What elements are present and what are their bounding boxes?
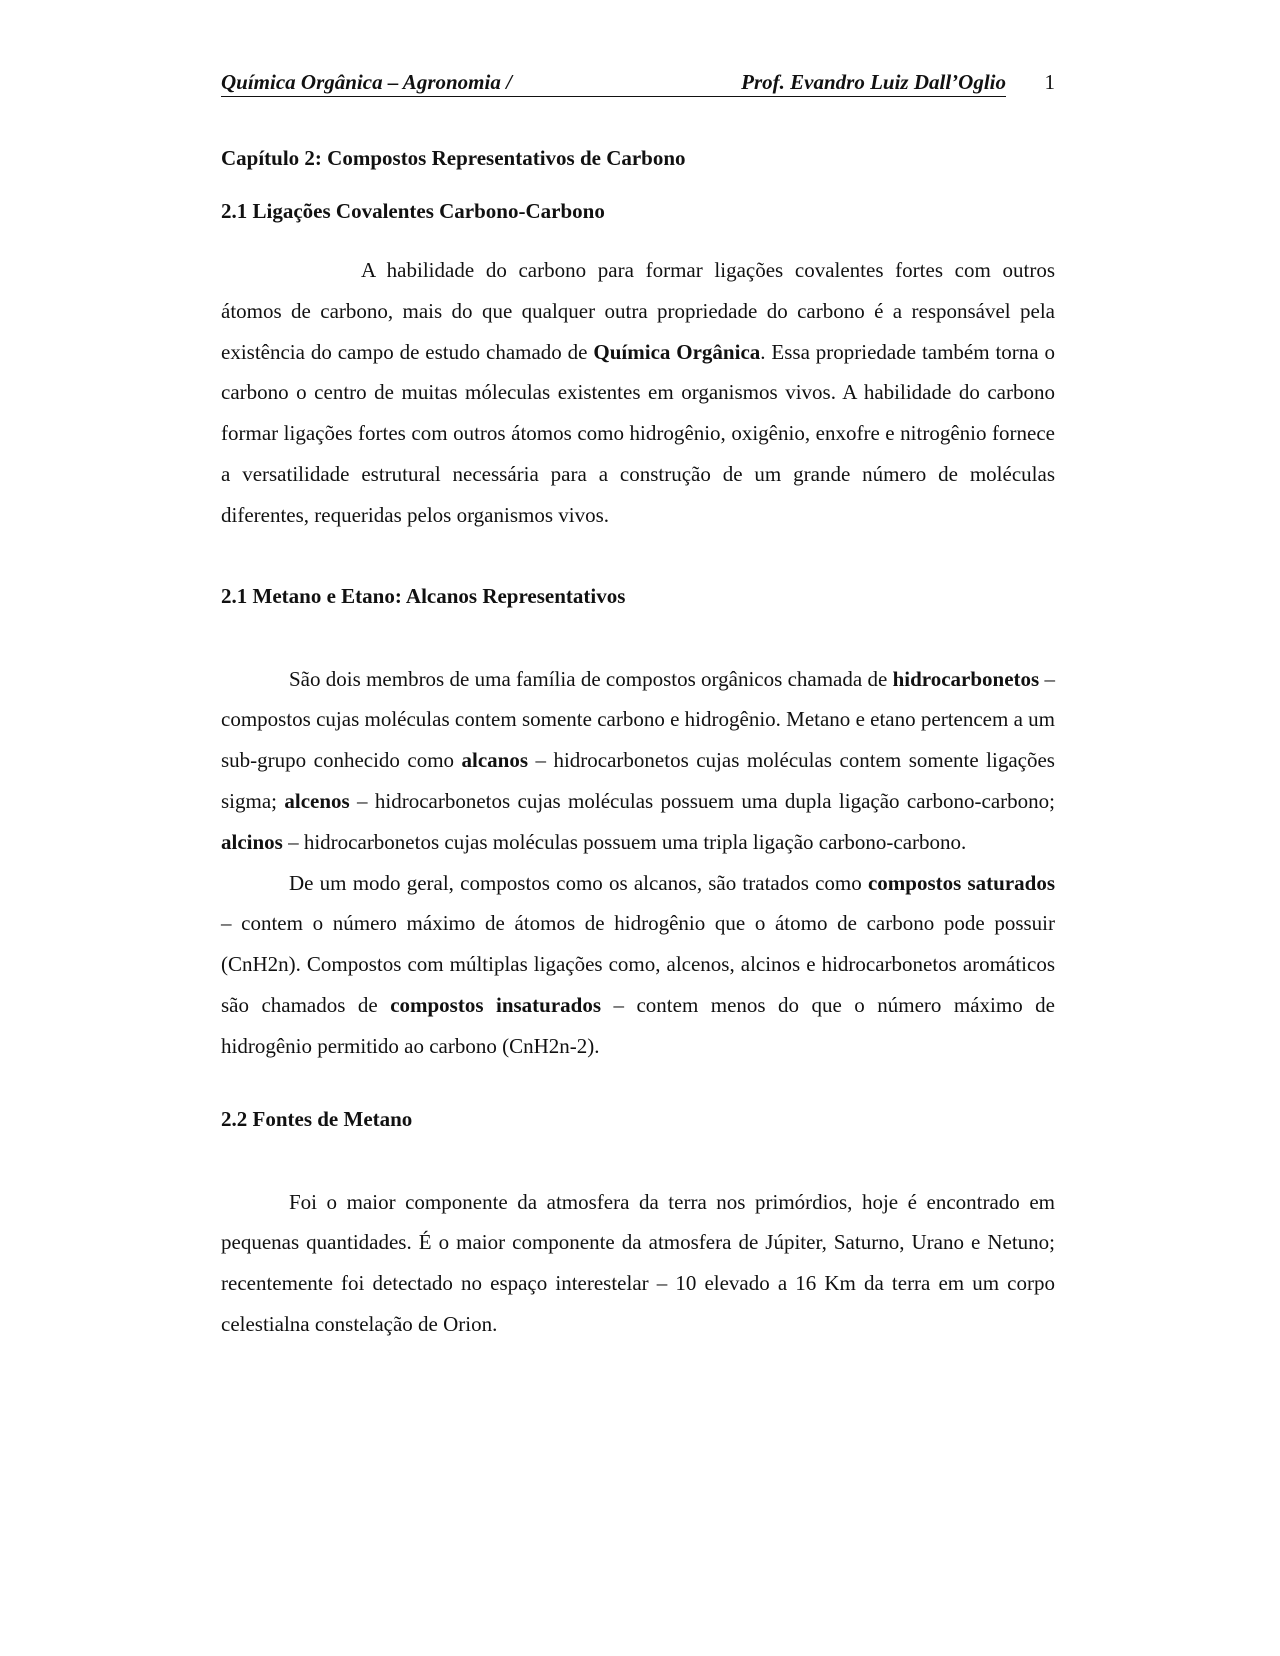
document-page [221,60,1055,1345]
text-run: – contem menos do que o número máximo de hidrogênio permitido ao carbono (CnH2n-2). [221,992,1055,1058]
header-course: Química Orgânica – Agronomia / [221,70,512,94]
bold-term-compostos-saturados: compostos saturados [867,870,1055,895]
bold-term-alcinos: alcinos [221,829,283,854]
page-number: 1 [1044,70,1055,94]
chapter-title: Capítulo 2: Compostos Representativos de Carbono [221,146,686,170]
text-run: A habilidade do carbono para formar ligações covalentes fortes com outros átomos de carbono, mais do que qualquer outra propriedade do carbono é a responsável pela existência do campo de estudo chamado de [221,258,1055,364]
text-run: – hidrocarbonetos cujas moléculas possuem uma dupla ligação carbono-carbono; [349,788,1055,813]
text-run: – hidrocarbonetos cujas moléculas possuem uma tripla ligação carbono-carbono. [282,829,967,854]
header-underline-block [221,70,1006,97]
bold-term-alcanos: alcanos [461,748,529,773]
paragraph-ligacoes [221,250,1055,536]
text-run: . Essa propriedade também torna o carbono o centro de muitas móleculas existentes em organismos vivos. A habilidade do carbono formar ligações fortes com outros átomos como hidrogênio, oxigênio, enxofre e nitrogênio fornece a versatilidade estrutural necessária para a construção de um grande número de moléculas diferentes, requeridas pelos organismos vivos. [221,339,1055,527]
bold-term-alcenos: alcenos [284,788,350,813]
page-header [221,60,1055,102]
text-run: – compostos cujas moléculas contem somente carbono e hidrogênio. Metano e etano pertencem a um sub-grupo conhecido como [221,666,1056,773]
text-run: De um modo geral, compostos como os alcanos, são tratados como [289,870,868,895]
text-run: – hidrocarbonetos cujas moléculas contem somente ligações sigma; [221,748,1055,813]
header-author: Prof. Evandro Luiz Dall’Oglio [741,70,1006,94]
bold-term-quimica-organica: Química Orgânica [593,339,761,364]
paragraph-fontes-metano: Foi o maior componente da atmosfera da terra nos primórdios, hoje é encontrado em pequenas quantidades. É o maior componente da atmosfera de Júpiter, Saturno, Urano e Netuno; recentemente foi detectado no espaço interestelar – 10 elevado a 16 Km da terra em um corpo celestialna constelação de Orion. [221,1189,1055,1336]
section-title-fontes-metano: 2.2 Fontes de Metano [221,1106,413,1131]
bold-term-compostos-insaturados: compostos insaturados [390,992,602,1017]
section-title-metano-etano: 2.1 Metano e Etano: Alcanos Representativos [221,583,626,608]
text-run: – contem o número máximo de átomos de hidrogênio que o átomo de carbono pode possuir (CnH2n). Compostos com múltiplas ligações como, alcenos, alcinos e hidrocarbonetos aromáticos são chamados de [221,911,1055,1017]
section-title-ligacoes: 2.1 Ligações Covalentes Carbono-Carbono [221,199,605,223]
bold-term-hidrocarbonetos: hidrocarbonetos [892,666,1040,691]
text-run: São dois membros de uma família de compostos orgânicos chamada de [289,666,893,691]
paragraph-saturados [221,863,1055,1067]
paragraph-hidrocarbonetos [221,659,1055,863]
